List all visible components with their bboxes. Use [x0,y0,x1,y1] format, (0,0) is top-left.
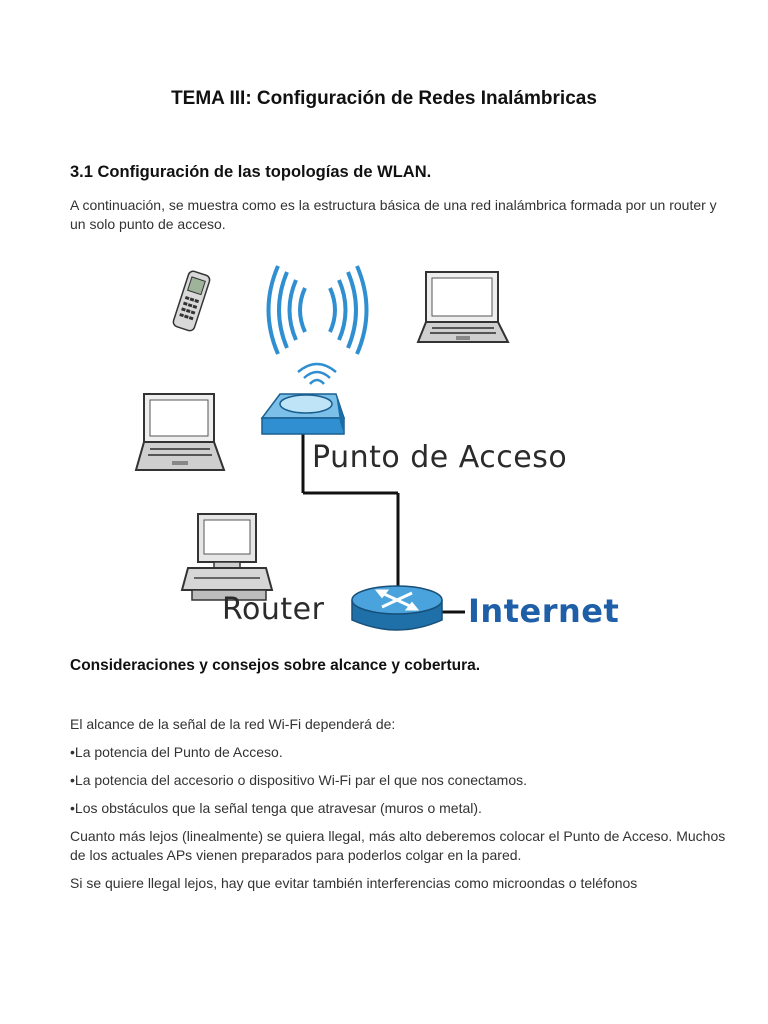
section-heading: 3.1 Configuración de las topologías de WLAN. [70,163,432,181]
laptop-icon [418,272,508,342]
intro-paragraph: A continuación, se muestra como es la estructura básica de una red inalámbrica formada por un router y un solo punto de acceso. [70,197,717,232]
wireless-signal-icon [269,266,367,354]
access-point-label: Punto de Acceso [312,440,568,475]
phone-icon [172,270,211,332]
bullet-item: •La potencia del accesorio o dispositivo Wi-Fi par el que nos conectamos. [70,772,528,788]
router-label: Router [222,592,325,627]
laptop-icon [136,394,224,470]
paragraph: Cuanto más lejos (linealmente) se quiera llegal, más alto deberemos colocar el Punto de Acceso. Muchos de los actuales APs vienen preparados para poderlos colgar en la pared. [70,828,726,863]
document-title: TEMA III: Configuración de Redes Inalámbricas [171,88,597,109]
router-icon [352,586,442,630]
access-point-icon [262,364,344,434]
desktop-computer-icon [182,514,272,600]
coverage-subheading: Consideraciones y consejos sobre alcance y cobertura. [70,657,481,674]
bullet-item: •Los obstáculos que la señal tenga que atravesar (muros o metal). [70,800,482,816]
paragraph: El alcance de la señal de la red Wi-Fi dependerá de: [70,716,396,732]
internet-label: Internet [468,592,620,630]
paragraph: Si se quiere llegal lejos, hay que evitar también interferencias como microondas o teléfonos [70,875,638,891]
body-text [70,715,730,893]
bullet-item: •La potencia del Punto de Acceso. [70,744,283,760]
network-diagram [100,248,640,643]
